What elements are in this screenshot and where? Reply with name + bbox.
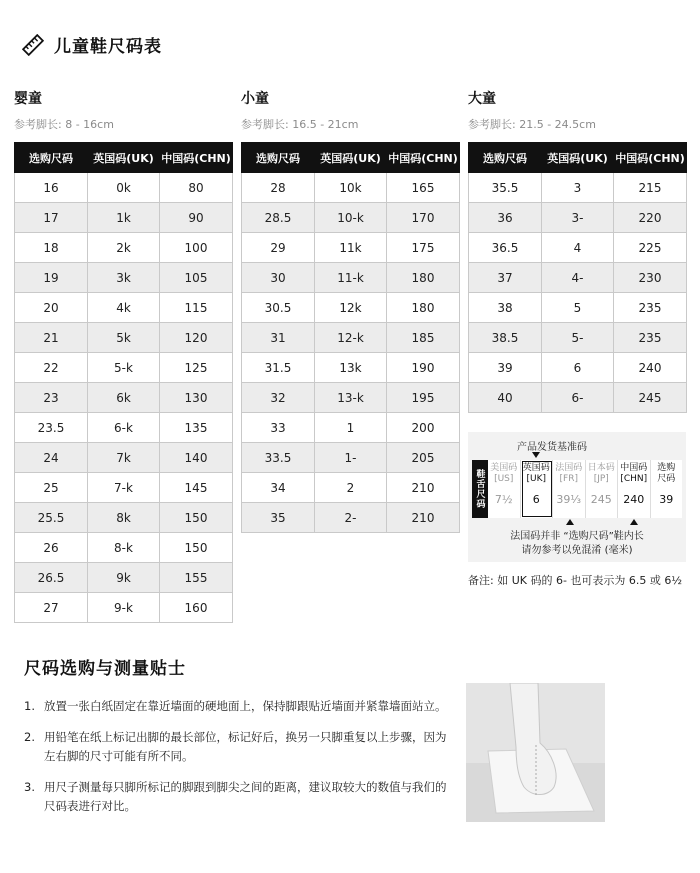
table-cell: 165	[387, 173, 460, 203]
label-col-chn	[618, 460, 651, 518]
table-cell: 23	[15, 383, 88, 413]
table-cell: 33	[242, 413, 315, 443]
label-col-code: [CHN]	[620, 474, 648, 484]
table-row	[15, 173, 233, 203]
table-row	[242, 353, 460, 383]
table-row	[15, 293, 233, 323]
table-cell: 5-k	[88, 353, 160, 383]
table-row	[15, 323, 233, 353]
group-title: 大童	[468, 91, 496, 107]
column-header: 中国码(CHN)	[614, 143, 687, 173]
table-row	[242, 203, 460, 233]
table-cell: 24	[15, 443, 88, 473]
table-row	[15, 383, 233, 413]
table-cell: 38.5	[469, 323, 542, 353]
table-cell: 1k	[88, 203, 160, 233]
tip-item	[24, 778, 454, 816]
label-col-code: [UK]	[526, 474, 546, 484]
column-header: 选购尺码	[469, 143, 542, 173]
table-cell: 235	[614, 323, 687, 353]
column-header: 英国码(UK)	[315, 143, 387, 173]
column-header: 中国码(CHN)	[160, 143, 233, 173]
table-cell: 245	[614, 383, 687, 413]
table-cell: 4k	[88, 293, 160, 323]
tip-item	[24, 697, 454, 716]
table-cell: 190	[387, 353, 460, 383]
table-cell: 220	[614, 203, 687, 233]
table-cell: 180	[387, 293, 460, 323]
table-cell: 6	[542, 353, 614, 383]
table-cell: 180	[387, 263, 460, 293]
table-cell: 28	[242, 173, 315, 203]
table-cell: 230	[614, 263, 687, 293]
group-title: 小童	[241, 91, 269, 107]
table-cell: 0k	[88, 173, 160, 203]
table-cell: 16	[15, 173, 88, 203]
group-title: 婴童	[14, 91, 42, 107]
label-col-title: 法国码	[555, 463, 583, 473]
tongue-label-caption: 产品发货基准码	[517, 442, 587, 453]
table-cell: 21	[15, 323, 88, 353]
table-cell: 40	[469, 383, 542, 413]
table-cell: 31	[242, 323, 315, 353]
table-row	[15, 413, 233, 443]
table-cell: 155	[160, 563, 233, 593]
table-cell: 7-k	[88, 473, 160, 503]
label-col-title: 英国码	[522, 463, 550, 473]
table-cell: 25	[15, 473, 88, 503]
size-table	[468, 142, 687, 413]
table-cell: 100	[160, 233, 233, 263]
tips-list	[24, 697, 454, 816]
table-cell: 145	[160, 473, 233, 503]
label-col-code: [US]	[494, 474, 514, 484]
table-row	[469, 203, 687, 233]
table-cell: 35.5	[469, 173, 542, 203]
table-cell: 35	[242, 503, 315, 533]
tip-text: 放置一张白纸固定在靠近墙面的硬地面上，保持脚跟贴近墙面并紧靠墙面站立。	[44, 699, 447, 713]
table-cell: 195	[387, 383, 460, 413]
table-cell: 1	[315, 413, 387, 443]
table-cell: 170	[387, 203, 460, 233]
table-cell: 9-k	[88, 593, 160, 623]
label-col-value: 240	[623, 493, 645, 506]
table-row	[242, 443, 460, 473]
column-header: 选购尺码	[242, 143, 315, 173]
label-col-title: 日本码	[587, 463, 615, 473]
table-cell: 23.5	[15, 413, 88, 443]
label-col-title: 美国码	[490, 463, 518, 473]
table-cell: 150	[160, 503, 233, 533]
note-line: 法国码并非 “选购尺码”鞋内长	[510, 531, 644, 542]
table-cell: 26	[15, 533, 88, 563]
table-cell: 32	[242, 383, 315, 413]
table-row	[242, 503, 460, 533]
table-cell: 10-k	[315, 203, 387, 233]
table-cell: 33.5	[242, 443, 315, 473]
table-cell: 11-k	[315, 263, 387, 293]
table-cell: 225	[614, 233, 687, 263]
table-row	[242, 293, 460, 323]
table-cell: 125	[160, 353, 233, 383]
tip-text: 用尺子测量每只脚所标记的脚跟到脚尖之间的距离，建议取较大的数值与我们的尺码表进行对比。	[44, 780, 447, 813]
label-col-jp	[586, 460, 619, 518]
size-group-infant	[14, 88, 232, 623]
table-cell: 6-k	[88, 413, 160, 443]
table-cell: 2k	[88, 233, 160, 263]
table-cell: 135	[160, 413, 233, 443]
table-cell: 8-k	[88, 533, 160, 563]
table-cell: 11k	[315, 233, 387, 263]
table-row	[469, 173, 687, 203]
table-row	[15, 443, 233, 473]
size-table	[241, 142, 460, 533]
tip-number: 1.	[24, 699, 35, 713]
ruler-icon	[22, 34, 44, 56]
table-cell: 5k	[88, 323, 160, 353]
table-row	[242, 323, 460, 353]
table-cell: 1-	[315, 443, 387, 473]
column-header: 英国码(UK)	[88, 143, 160, 173]
table-cell: 26.5	[15, 563, 88, 593]
table-cell: 5	[542, 293, 614, 323]
tip-number: 3.	[24, 780, 35, 794]
table-cell: 13-k	[315, 383, 387, 413]
table-cell: 17	[15, 203, 88, 233]
table-cell: 29	[242, 233, 315, 263]
table-row	[469, 263, 687, 293]
table-cell: 38	[469, 293, 542, 323]
tip-number: 2.	[24, 730, 35, 744]
table-cell: 30	[242, 263, 315, 293]
size-group-little-kids	[241, 88, 459, 533]
table-cell: 30.5	[242, 293, 315, 323]
label-col-code: 尺码	[657, 474, 676, 484]
table-cell: 18	[15, 233, 88, 263]
label-col-uk	[521, 460, 554, 518]
table-cell: 7k	[88, 443, 160, 473]
table-cell: 205	[387, 443, 460, 473]
table-cell: 31.5	[242, 353, 315, 383]
measuring-tips	[24, 654, 454, 828]
table-cell: 120	[160, 323, 233, 353]
label-col-code: [JP]	[593, 474, 609, 484]
table-cell: 80	[160, 173, 233, 203]
table-row	[15, 593, 233, 623]
table-row	[242, 263, 460, 293]
foot-measure-photo	[466, 683, 605, 822]
table-row	[469, 323, 687, 353]
table-cell: 36.5	[469, 233, 542, 263]
table-row	[15, 473, 233, 503]
table-cell: 34	[242, 473, 315, 503]
foot-length-reference: 参考脚长: 8 - 16cm	[14, 118, 114, 131]
table-cell: 150	[160, 533, 233, 563]
table-cell: 4	[542, 233, 614, 263]
foot-length-reference: 参考脚长: 21.5 - 24.5cm	[468, 118, 596, 131]
table-cell: 39	[469, 353, 542, 383]
label-col-value: 39⅓	[556, 493, 582, 506]
label-col-value: 245	[590, 493, 612, 506]
table-row	[15, 233, 233, 263]
tongue-label-diagram	[468, 432, 686, 562]
table-cell: 5-	[542, 323, 614, 353]
table-row	[242, 413, 460, 443]
table-cell: 2-	[315, 503, 387, 533]
arrow-down-icon	[532, 452, 540, 458]
table-row	[15, 503, 233, 533]
tongue-label-note	[468, 530, 686, 558]
table-row	[469, 233, 687, 263]
label-col-value: 6	[532, 493, 540, 506]
column-header: 选购尺码	[15, 143, 88, 173]
table-cell: 3	[542, 173, 614, 203]
table-cell: 25.5	[15, 503, 88, 533]
table-cell: 37	[469, 263, 542, 293]
arrow-up-icon	[630, 519, 638, 525]
table-cell: 12k	[315, 293, 387, 323]
table-cell: 115	[160, 293, 233, 323]
table-cell: 185	[387, 323, 460, 353]
table-cell: 10k	[315, 173, 387, 203]
table-cell: 20	[15, 293, 88, 323]
table-cell: 160	[160, 593, 233, 623]
remark-text: 备注: 如 UK 码的 6- 也可表示为 6.5 或 6½	[468, 574, 683, 587]
label-col-value: 7½	[494, 493, 513, 506]
column-header: 英国码(UK)	[542, 143, 614, 173]
table-row	[469, 353, 687, 383]
page-header	[22, 32, 162, 57]
table-cell: 13k	[315, 353, 387, 383]
table-cell: 90	[160, 203, 233, 233]
table-cell: 105	[160, 263, 233, 293]
table-cell: 6k	[88, 383, 160, 413]
tip-text: 用铅笔在纸上标记出脚的最长部位，标记好后，换另一只脚重复以上步骤，因为左右脚的尺寸可能有所不同。	[44, 730, 447, 763]
table-row	[15, 203, 233, 233]
table-cell: 210	[387, 473, 460, 503]
label-col-us	[488, 460, 521, 518]
table-cell: 9k	[88, 563, 160, 593]
page-title: 儿童鞋尺码表	[54, 37, 162, 57]
size-table	[14, 142, 233, 623]
table-row	[242, 383, 460, 413]
tips-title: 尺码选购与测量贴士	[24, 659, 186, 679]
label-col-fr	[553, 460, 586, 518]
table-cell: 130	[160, 383, 233, 413]
table-cell: 3k	[88, 263, 160, 293]
table-cell: 3-	[542, 203, 614, 233]
table-cell: 12-k	[315, 323, 387, 353]
table-cell: 6-	[542, 383, 614, 413]
table-cell: 2	[315, 473, 387, 503]
table-row	[15, 353, 233, 383]
table-cell: 8k	[88, 503, 160, 533]
table-row	[15, 533, 233, 563]
table-row	[242, 473, 460, 503]
tip-item	[24, 728, 454, 766]
label-col-title: 中国码	[620, 463, 648, 473]
table-cell: 27	[15, 593, 88, 623]
arrow-up-icon	[566, 519, 574, 525]
table-row	[242, 173, 460, 203]
table-cell: 4-	[542, 263, 614, 293]
foot-length-reference: 参考脚长: 16.5 - 21cm	[241, 118, 359, 131]
table-cell: 140	[160, 443, 233, 473]
table-cell: 19	[15, 263, 88, 293]
label-col-value: 39	[659, 493, 674, 506]
table-row	[469, 293, 687, 323]
table-cell: 28.5	[242, 203, 315, 233]
table-cell: 210	[387, 503, 460, 533]
table-cell: 215	[614, 173, 687, 203]
label-col-title: 选购	[657, 463, 676, 473]
table-row	[15, 263, 233, 293]
table-cell: 22	[15, 353, 88, 383]
table-cell: 36	[469, 203, 542, 233]
table-cell: 240	[614, 353, 687, 383]
column-header: 中国码(CHN)	[387, 143, 460, 173]
label-col-code: [FR]	[559, 474, 578, 484]
size-group-big-kids	[468, 88, 686, 413]
table-cell: 175	[387, 233, 460, 263]
note-line: 请勿参考以免混淆 (毫米)	[521, 545, 633, 556]
label-col-purchase-size	[651, 460, 683, 518]
table-cell: 235	[614, 293, 687, 323]
table-row	[242, 233, 460, 263]
tongue-label-side: 鞋舌尺码	[472, 460, 488, 518]
table-cell: 200	[387, 413, 460, 443]
table-row	[15, 563, 233, 593]
tongue-label-bar	[472, 460, 682, 518]
table-row	[469, 383, 687, 413]
